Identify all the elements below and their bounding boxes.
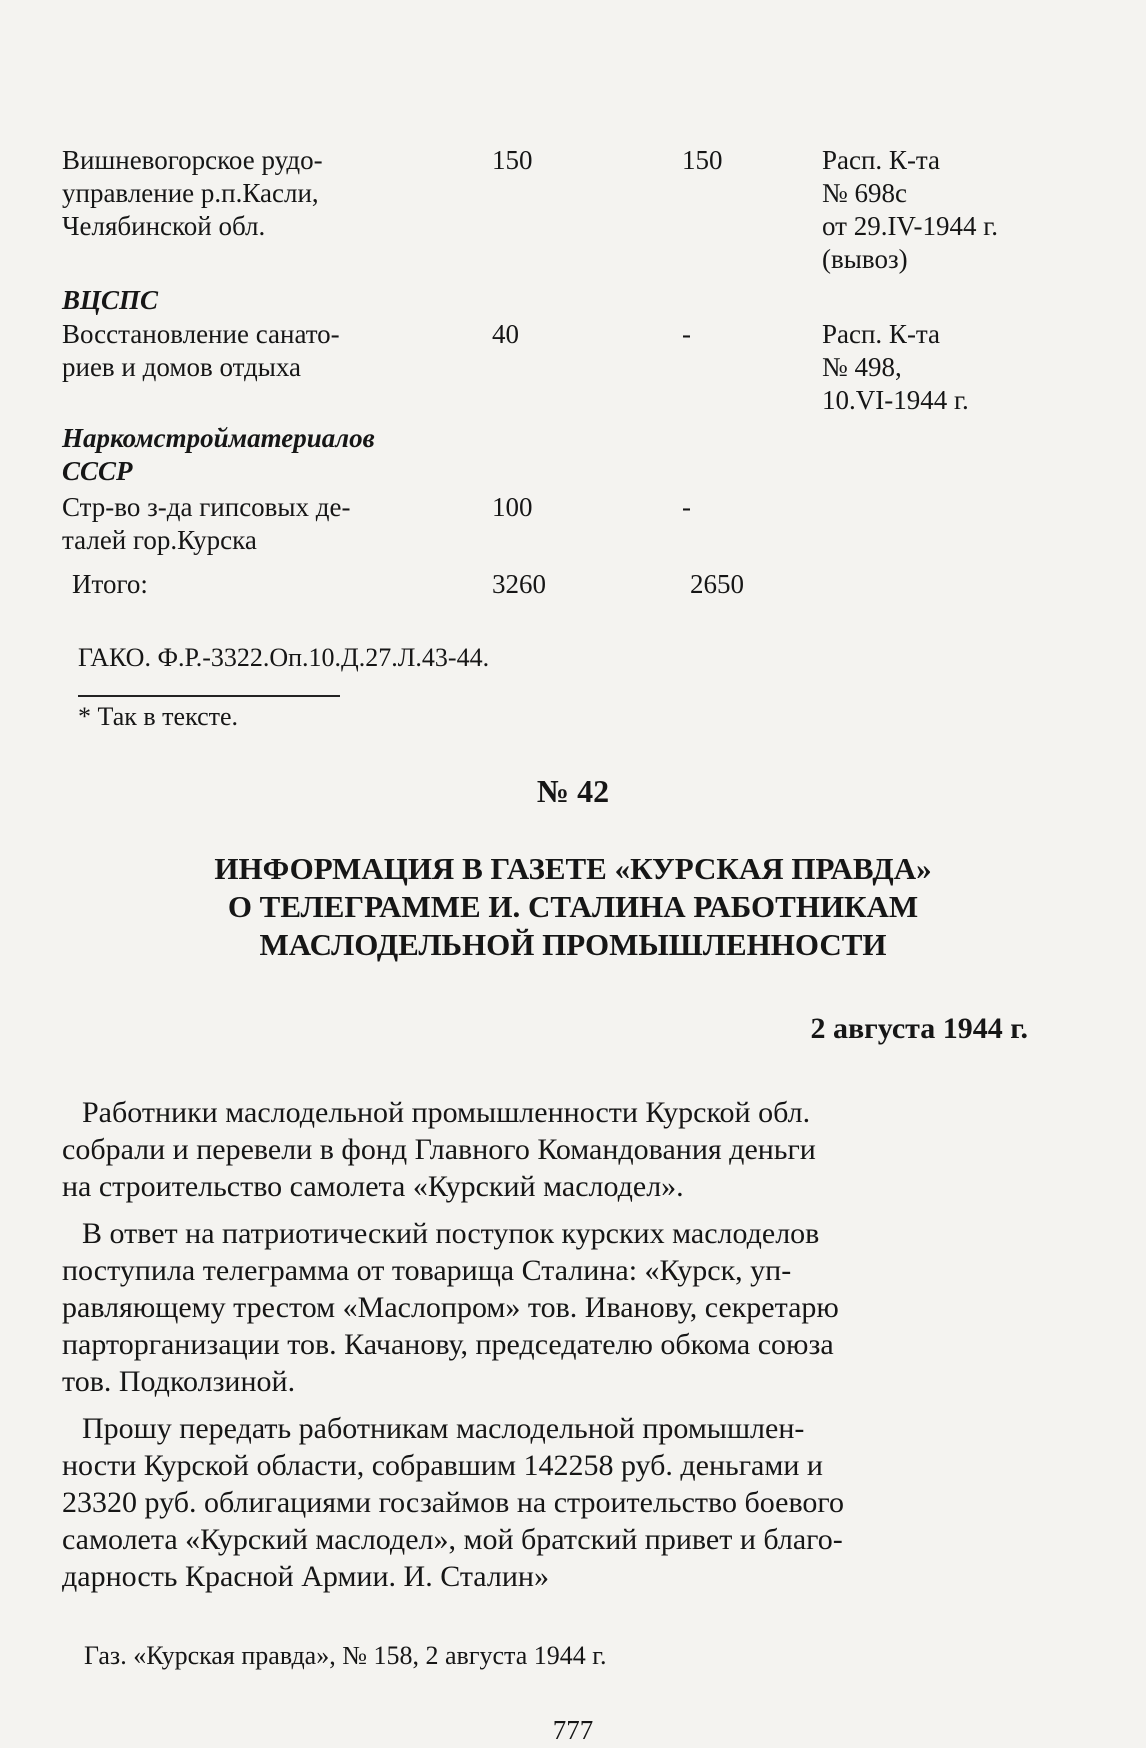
row-note-line: от 29.IV-1944 г. bbox=[822, 211, 998, 241]
document-title-line: МАСЛОДЕЛЬНОЙ ПРОМЫШЛЕННОСТИ bbox=[259, 927, 887, 962]
row-value-planned: 100 bbox=[492, 492, 533, 522]
row-value-actual: - bbox=[682, 319, 691, 349]
page-number: 777 bbox=[552, 1715, 594, 1745]
row-value-actual: 150 bbox=[682, 145, 723, 175]
paragraph-line: дарность Красной Армии. И. Сталин» bbox=[62, 1560, 549, 1593]
paragraph-line: тов. Подколзиной. bbox=[62, 1365, 296, 1398]
row-note-line: 10.VI-1944 г. bbox=[822, 385, 969, 415]
paragraph-line: на строительство самолета «Курский маслодел». bbox=[62, 1170, 684, 1203]
paragraph-line: парторганизации тов. Качанову, председателю обкома союза bbox=[62, 1328, 834, 1361]
paragraph-line: 23320 руб. облигациями госзаймов на строительство боевого bbox=[62, 1486, 844, 1519]
row-name-line: управление р.п.Касли, bbox=[62, 178, 319, 208]
body-paragraph bbox=[62, 1094, 1022, 1205]
row-name-line: Вишневогорское рудо- bbox=[62, 145, 323, 175]
paragraph-line: ности Курской области, собравшим 142258 руб. деньгами и bbox=[62, 1449, 823, 1482]
row-note-line: Расп. К-та bbox=[822, 319, 941, 349]
total-label: Итого: bbox=[72, 569, 148, 599]
row-value-planned: 150 bbox=[492, 145, 533, 175]
row-name bbox=[62, 144, 432, 243]
paragraph-line: Прошу передать работникам маслодельной промышлен- bbox=[82, 1412, 805, 1445]
newspaper-source: Газ. «Курская правда», № 158, 2 августа 1944 г. bbox=[84, 1641, 607, 1670]
row-name-line: Челябинской обл. bbox=[62, 211, 266, 241]
body-paragraph bbox=[62, 1410, 1022, 1595]
row-name-line: риев и домов отдыха bbox=[62, 352, 302, 382]
total-value-planned: 3260 bbox=[492, 569, 546, 599]
row-value-actual: - bbox=[682, 492, 691, 522]
row-note-line: (вывоз) bbox=[822, 244, 908, 274]
paragraph-line: собрали и перевели в фонд Главного Командования деньги bbox=[62, 1133, 816, 1166]
document-title-line: ИНФОРМАЦИЯ В ГАЗЕТЕ «КУРСКАЯ ПРАВДА» bbox=[214, 851, 932, 886]
paragraph-line: В ответ на патриотический поступок курских маслоделов bbox=[82, 1217, 820, 1250]
row-note bbox=[822, 144, 1062, 276]
footnote-divider bbox=[78, 695, 340, 697]
document-number: № 42 bbox=[536, 773, 610, 809]
row-note-line: Расп. К-та bbox=[822, 145, 941, 175]
total-value-actual: 2650 bbox=[690, 569, 744, 599]
org-heading-line: Наркомстройматериалов bbox=[62, 423, 375, 453]
row-name bbox=[62, 491, 432, 557]
paragraph-line: самолета «Курский маслодел», мой братский привет и благо- bbox=[62, 1523, 843, 1556]
paragraph-line: поступила телеграмма от товарища Сталина: «Курск, уп- bbox=[62, 1254, 792, 1287]
document-title bbox=[0, 850, 1146, 964]
row-name bbox=[62, 318, 432, 384]
paragraph-line: Работники маслодельной промышленности Курской обл. bbox=[82, 1096, 811, 1129]
row-note-line: № 498, bbox=[822, 352, 902, 382]
org-heading: ВЦСПС bbox=[62, 285, 159, 315]
document-title-line: О ТЕЛЕГРАММЕ И. СТАЛИНА РАБОТНИКАМ bbox=[227, 889, 919, 924]
archive-source: ГАКО. Ф.Р.-3322.Оп.10.Д.27.Л.43-44. bbox=[78, 643, 490, 672]
row-name-line: Стр-во з-да гипсовых де- bbox=[62, 492, 351, 522]
document-date: 2 августа 1944 г. bbox=[810, 1012, 1028, 1045]
row-name-line: талей гор.Курска bbox=[62, 525, 257, 555]
footnote: * Так в тексте. bbox=[78, 702, 239, 731]
org-heading bbox=[62, 422, 375, 488]
body-paragraph bbox=[62, 1215, 1022, 1400]
org-heading-line: СССР bbox=[62, 456, 133, 486]
row-value-planned: 40 bbox=[492, 319, 519, 349]
row-note-line: № 698с bbox=[822, 178, 907, 208]
paragraph-line: равляющему трестом «Маслопром» тов. Иванову, секретарю bbox=[62, 1291, 839, 1324]
row-name-line: Восстановление санато- bbox=[62, 319, 340, 349]
row-note bbox=[822, 318, 1062, 417]
